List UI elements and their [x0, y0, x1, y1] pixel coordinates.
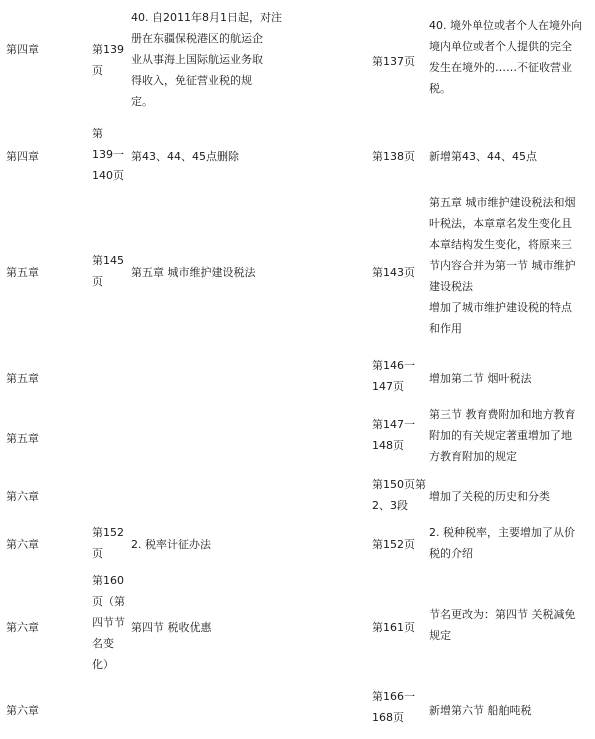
new-page-cell: 第147一 148页 — [372, 418, 415, 452]
chapter-cell: 第六章 — [6, 704, 39, 717]
new-page-cell: 第137页 — [372, 55, 415, 68]
new-page-cell: 第150页第 2、3段 — [372, 478, 426, 512]
old-content-cell: 第四节 税收优惠 — [131, 621, 212, 634]
new-content-cell: 增加了关税的历史和分类 — [429, 490, 550, 503]
old-page-cell: 第152 页 — [92, 526, 124, 560]
chapter-cell: 第六章 — [6, 538, 39, 551]
old-content-cell: 40. 自2011年8月1日起，对注 册在东疆保税港区的航运企 业从事海上国际航运业务取 得收入，免征营业税的规 定。 — [131, 11, 282, 108]
new-content-cell: 2. 税种税率，主要增加了从价 税的介绍 — [429, 526, 575, 560]
chapter-cell: 第五章 — [6, 432, 39, 445]
new-page-cell: 第138页 — [372, 150, 415, 163]
new-content-cell: 新增第43、44、45点 — [429, 150, 537, 163]
old-page-cell: 第160 页（第 四节节 名变 化） — [92, 574, 125, 671]
new-page-cell: 第161页 — [372, 621, 415, 634]
chapter-cell: 第四章 — [6, 150, 39, 163]
old-content-cell: 2. 税率计征办法 — [131, 538, 211, 551]
new-content-cell: 40. 境外单位或者个人在境外向 境内单位或者个人提供的完全 发生在境外的……不征收营业 税。 — [429, 19, 582, 95]
new-content-cell: 增加第二节 烟叶税法 — [429, 372, 532, 385]
old-content-cell: 第43、44、45点删除 — [131, 150, 239, 163]
old-content-cell: 第五章 城市维护建设税法 — [131, 266, 256, 279]
new-content-cell: 第五章 城市维护建设税法和烟 叶税法，本章章名发生变化且 本章结构发生变化，将原来三 节内容合并为第一节 城市维护 建设税法 增加了城市维护建设税的特点 和作用 — [429, 196, 576, 335]
new-page-cell: 第143页 — [372, 266, 415, 279]
new-content-cell: 节名更改为：第四节 关税减免 规定 — [429, 608, 576, 642]
old-page-cell: 第 139一 140页 — [92, 127, 124, 182]
old-page-cell: 第139 页 — [92, 43, 124, 77]
new-content-cell: 新增第六节 船舶吨税 — [429, 704, 532, 717]
old-page-cell: 第145 页 — [92, 254, 124, 288]
chapter-cell: 第五章 — [6, 266, 39, 279]
new-content-cell: 第三节 教育费附加和地方教育 附加的有关规定著重增加了地 方教育附加的规定 — [429, 408, 576, 463]
chapter-cell: 第五章 — [6, 372, 39, 385]
chapter-cell: 第六章 — [6, 621, 39, 634]
chapter-cell: 第六章 — [6, 490, 39, 503]
new-page-cell: 第152页 — [372, 538, 415, 551]
new-page-cell: 第166一 168页 — [372, 690, 415, 724]
chapter-cell: 第四章 — [6, 43, 39, 56]
new-page-cell: 第146一 147页 — [372, 359, 415, 393]
